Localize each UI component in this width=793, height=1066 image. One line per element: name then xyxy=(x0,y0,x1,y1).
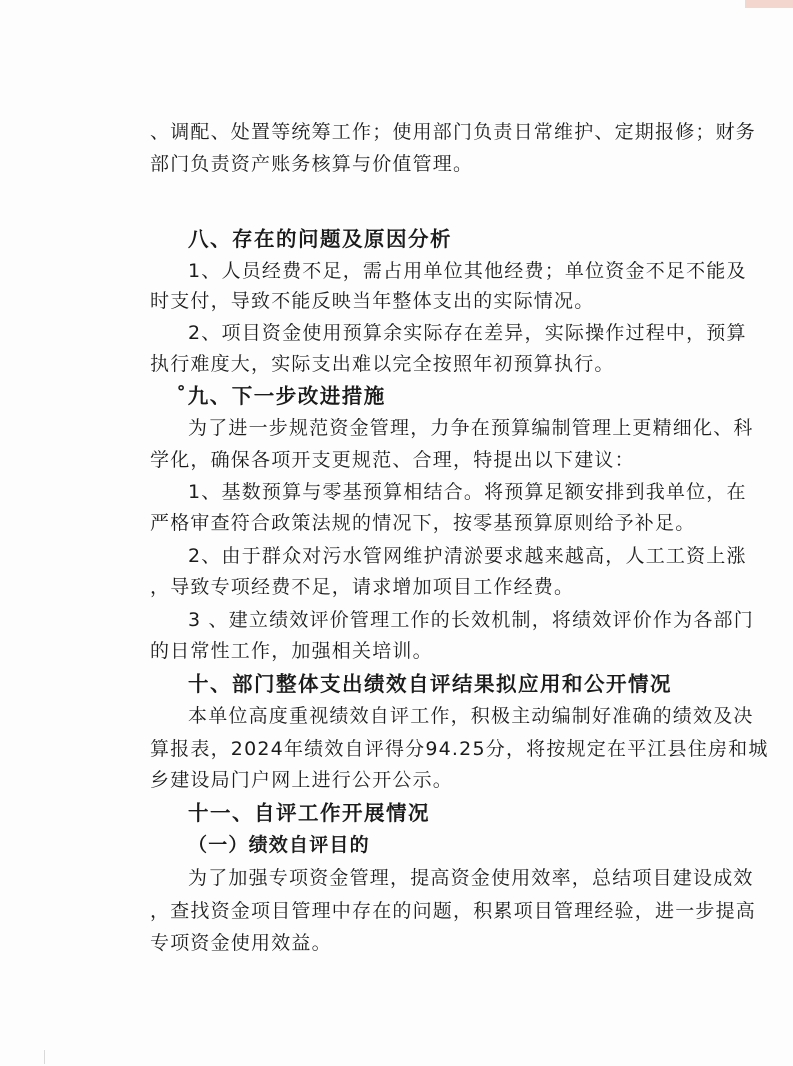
section-10-line-1: 本单位高度重视绩效自评工作，积极主动编制好准确的绩效及决 xyxy=(188,705,754,727)
section-9-line-8: 的日常性工作，加强相关培训。 xyxy=(150,640,433,662)
scan-edge-mark xyxy=(44,1050,45,1064)
section-11-line-2: ，查找资金项目管理中存在的问题，积累项目管理经验，进一步提高 xyxy=(150,900,757,922)
section-9-line-7: 3 、建立绩效评价管理工作的长效机制，将绩效评价作为各部门 xyxy=(188,609,754,631)
section-8-line-3: 2、项目资金使用预算余实际存在差异，实际操作过程中，预算 xyxy=(188,322,747,344)
section-10-line-3: 乡建设局门户网上进行公开公示。 xyxy=(150,769,454,791)
section-9-line-2: 学化，确保各项开支更规范、合理，特提出以下建议： xyxy=(150,449,635,471)
section-9-line-6: ，导致专项经费不足，请求增加项目工作经费。 xyxy=(150,576,575,598)
section-11-heading: 十一、自评工作开展情况 xyxy=(188,801,430,825)
section-8-heading: 八、存在的问题及原因分析 xyxy=(188,227,452,251)
section-10-line-2: 算报表，2024年绩效自评得分94.25分，将按规定在平江县住房和城 xyxy=(150,738,769,760)
section-9-line-3: 1、基数预算与零基预算相结合。将预算足额安排到我单位，在 xyxy=(188,481,747,503)
section-8-line-2: 时支付，导致不能反映当年整体支出的实际情况。 xyxy=(150,290,595,312)
section-8-line-1: 1、人员经费不足，需占用单位其他经费；单位资金不足不能及 xyxy=(188,260,747,282)
section-8-line-4: 执行难度大，实际支出难以完全按照年初预算执行。 xyxy=(150,353,615,375)
section-9-line-5: 2、由于群众对污水管网维护清淤要求越来越高，人工工资上涨 xyxy=(188,545,747,567)
section-11-line-1: 为了加强专项资金管理，提高资金使用效率，总结项目建设成效 xyxy=(188,867,754,889)
intro-line-1: 、调配、处置等统筹工作；使用部门负责日常维护、定期报修；财务 xyxy=(150,121,757,143)
section-11-subheading: （一）绩效自评目的 xyxy=(188,834,370,856)
section-11-line-3: 专项资金使用效益。 xyxy=(150,932,332,954)
section-9-line-1: 为了进一步规范资金管理，力争在预算编制管理上更精细化、科 xyxy=(188,417,754,439)
section-9-line-4: 严格审查符合政策法规的情况下，按零基预算原则给予补足。 xyxy=(150,512,696,534)
section-9-heading: ˚九、下一步改进措施 xyxy=(176,384,386,408)
scan-corner-mark xyxy=(745,0,793,8)
section-10-heading: 十、部门整体支出绩效自评结果拟应用和公开情况 xyxy=(188,672,672,696)
intro-line-2: 部门负责资产账务核算与价值管理。 xyxy=(150,153,474,175)
